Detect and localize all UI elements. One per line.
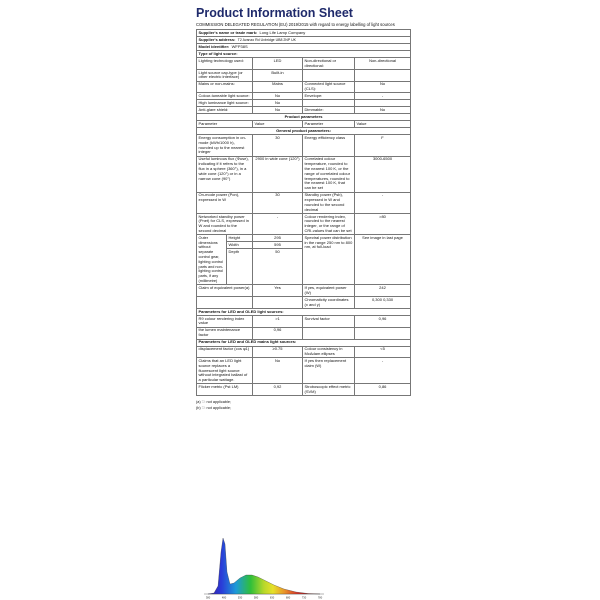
equiv-row (197, 285, 411, 297)
type-row-cell (303, 69, 355, 81)
type-row-cell: No (253, 100, 303, 107)
type-row (197, 58, 411, 70)
type-row (197, 100, 411, 107)
general-row-cell: On-mode power (Pon), expressed in W (197, 192, 253, 213)
type-row-cell (303, 100, 355, 107)
type-row-cell: Colour-tuneable light source: (197, 93, 253, 100)
x-tick-label: 480 (221, 596, 227, 600)
dimensions-label (197, 235, 253, 285)
x-tick-label: 530 (237, 596, 243, 600)
general-row-cell: Useful luminous flux (Φuse), indicating if it refers to the flux in a sphere (360°), in a wide cone (120°) or in a narrow cone (90°) (197, 156, 253, 192)
mains-rows (197, 346, 411, 396)
x-tick-label: 680 (285, 596, 291, 600)
type-row-cell: Anti-glare shield: (197, 107, 253, 114)
spectrum-graph (196, 520, 326, 600)
type-row-cell: Lighting technology used: (197, 58, 253, 70)
mains-row (197, 358, 411, 384)
type-row-cell: No (355, 107, 411, 114)
mains-row-cell: <5 (355, 346, 411, 358)
type-header: Type of light source: (197, 51, 411, 58)
x-tick-labels (206, 596, 323, 600)
general-row-cell: 30 (253, 192, 303, 213)
type-row-cell: Connected light source (CLS): (303, 81, 355, 93)
mains-row (197, 346, 411, 358)
type-row-cell: LED (253, 58, 303, 70)
dimension-height-label: Height (227, 235, 253, 242)
mains-row-cell: Claims that an LED light source replaces a fluorescent light source without integrated ballast of a particular wattage. (197, 358, 253, 384)
mains-row-cell: 0,92 (253, 384, 303, 396)
type-row-cell: Mains (253, 81, 303, 93)
dimensions-block (197, 235, 411, 285)
general-rows (197, 135, 411, 235)
x-tick-label: 380 (205, 596, 211, 600)
dimension-width-label: Width (227, 242, 253, 249)
params-header: Product parameters (197, 114, 411, 121)
type-row-cell: Light source cap-type (or other electric interface) (197, 69, 253, 81)
led-row-cell: 0,96 (355, 315, 411, 327)
led-rows (197, 315, 411, 339)
type-row (197, 69, 411, 81)
spectrum-image (196, 520, 326, 600)
type-row-cell: Dimmable: (303, 107, 355, 114)
mains-row-cell: - (355, 358, 411, 384)
type-row-cell: No (253, 107, 303, 114)
mains-row (197, 384, 411, 396)
supplier-name-row: Supplier's name or trade mark: Long Life Lamp Company (197, 30, 411, 37)
general-row (197, 156, 411, 192)
general-row-cell: >80 (355, 213, 411, 234)
dimension-width-value: 595 (253, 242, 303, 249)
led-row-cell: Survival factor (303, 315, 355, 327)
dimension-names (227, 235, 253, 284)
mains-row-cell: displacement factor (cos φ1) (197, 346, 253, 358)
type-row-cell: Mains or non-mains: (197, 81, 253, 93)
mains-row-cell: If yes then replacement claim (W) (303, 358, 355, 384)
led-row-cell: R9 colour rendering index value (197, 315, 253, 327)
general-row-cell: 2900 in wide cone (120°) (253, 156, 303, 192)
led-row (197, 315, 411, 327)
led-row (197, 327, 411, 339)
type-row-cell: No (253, 93, 303, 100)
led-row-cell: >1 (253, 315, 303, 327)
equiv-row-cell: 242 (355, 285, 411, 297)
led-row-cell: the lumen maintenance factor (197, 327, 253, 339)
x-tick-label: 630 (269, 596, 275, 600)
equiv-rows (197, 285, 411, 309)
general-row-cell: 3000-6500 (355, 156, 411, 192)
led-row-cell (355, 327, 411, 339)
general-row-cell: Energy consumption in on-mode (kWh/1000 h), rounded up to the nearest integer (197, 135, 253, 156)
dimension-height-value: 295 (253, 235, 303, 242)
type-row (197, 81, 411, 93)
led-row-cell: 0,96 (253, 327, 303, 339)
equiv-row-cell (197, 297, 253, 309)
equiv-row-cell: Yes (253, 285, 303, 297)
column-header-row (197, 121, 411, 128)
general-row-cell: Energy efficiency class (303, 135, 355, 156)
general-row-cell: - (253, 213, 303, 234)
general-row-cell: F (355, 135, 411, 156)
x-tick-label: 730 (301, 596, 307, 600)
general-row-cell: 30 (253, 135, 303, 156)
dimensions-text: Outer dimensions without separate control gear, lighting control parts and non-lighting control parts, if any (millimetre) (198, 235, 223, 284)
dimension-depth-label: Depth (228, 248, 240, 254)
equiv-row (197, 297, 411, 309)
footnotes (196, 399, 410, 411)
general-row (197, 192, 411, 213)
type-row (197, 107, 411, 114)
col-header-value: Value (355, 121, 411, 128)
type-row-cell: Built-in (253, 69, 303, 81)
equiv-row-cell: Claim of equivalent power(a) (197, 285, 253, 297)
type-row-cell: Envelope: (303, 93, 355, 100)
mains-row-cell: Colour consistency in McAdam ellipses (303, 346, 355, 358)
spd-value: See image in last page (355, 235, 411, 285)
type-row-cell (355, 69, 411, 81)
general-row-cell: - (355, 192, 411, 213)
page-title: Product Information Sheet (196, 6, 353, 20)
spectrum-curve (208, 538, 320, 594)
model-identifier-row: Model identifier: WFP38S (197, 44, 411, 51)
x-tick-label: 780 (317, 596, 323, 600)
type-row (197, 93, 411, 100)
mains-row-cell: Stroboscopic effect metric (SVM) (303, 384, 355, 396)
dimension-depth-value: 50 (253, 249, 303, 285)
product-information-sheet (196, 6, 410, 411)
general-row-cell: Standby power (Psb), expressed in W and rounded to the second decimal (303, 192, 355, 213)
footnote: (a) '-': not applicable; (196, 400, 232, 405)
led-row-cell (303, 327, 355, 339)
type-row-cell: Non-directional or directional: (303, 58, 355, 70)
general-row (197, 213, 411, 234)
regulation-text: COMMISSION DELEGATED REGULATION (EU) 2019/2015 with regard to energy labelling of light sources (196, 22, 395, 27)
col-header-value: Value (253, 121, 303, 128)
equiv-row-cell: If yes, equivalent power (W) (303, 285, 355, 297)
mains-row-cell: ≥0.75 (253, 346, 303, 358)
type-rows (197, 58, 411, 114)
info-table (196, 29, 411, 396)
mains-header: Parameters for LED and OLED mains light sources: (197, 339, 411, 346)
general-row (197, 135, 411, 156)
equiv-row-cell: 0,300 0,330 (355, 297, 411, 309)
equiv-row-cell: Chromaticity coordinates (x and y) (303, 297, 355, 309)
general-row-cell: Networked standby power (Pnet) for CLS, expressed in W and rounded to the second decimal (197, 213, 253, 234)
type-row-cell: - (355, 93, 411, 100)
spd-label: Spectral power distribution in the range 250 nm to 800 nm, at full-load (303, 235, 355, 285)
supplier-address-row: Supplier's address: T2 Avanzo Rd Uxbridge UB8 2NP UK (197, 37, 411, 44)
general-row-cell: Correlated colour temperature, rounded to the nearest 100 K, or the range of correlated colour temperatures, rounded to the nearest 100 K, that can be set (303, 156, 355, 192)
col-header-parameter: Parameter (197, 121, 253, 128)
col-header-parameter: Parameter (303, 121, 355, 128)
general-header: General product parameters: (197, 128, 411, 135)
footnote: (b) '-': not applicable; (196, 406, 232, 411)
type-row-cell: Non-directional (355, 58, 411, 70)
type-row-cell (355, 100, 411, 107)
type-row-cell: No (355, 81, 411, 93)
general-row-cell: Colour rendering index, rounded to the nearest integer, or the range of CRI-values that can be set (303, 213, 355, 234)
equiv-row-cell (253, 297, 303, 309)
x-tick-label: 580 (253, 596, 259, 600)
type-row-cell: High luminance light source: (197, 100, 253, 107)
mains-row-cell: No (253, 358, 303, 384)
mains-row-cell: Flicker metric (Pst LM) (197, 384, 253, 396)
led-header: Parameters for LED and OLED light sources: (197, 309, 411, 316)
mains-row-cell: 0,86 (355, 384, 411, 396)
